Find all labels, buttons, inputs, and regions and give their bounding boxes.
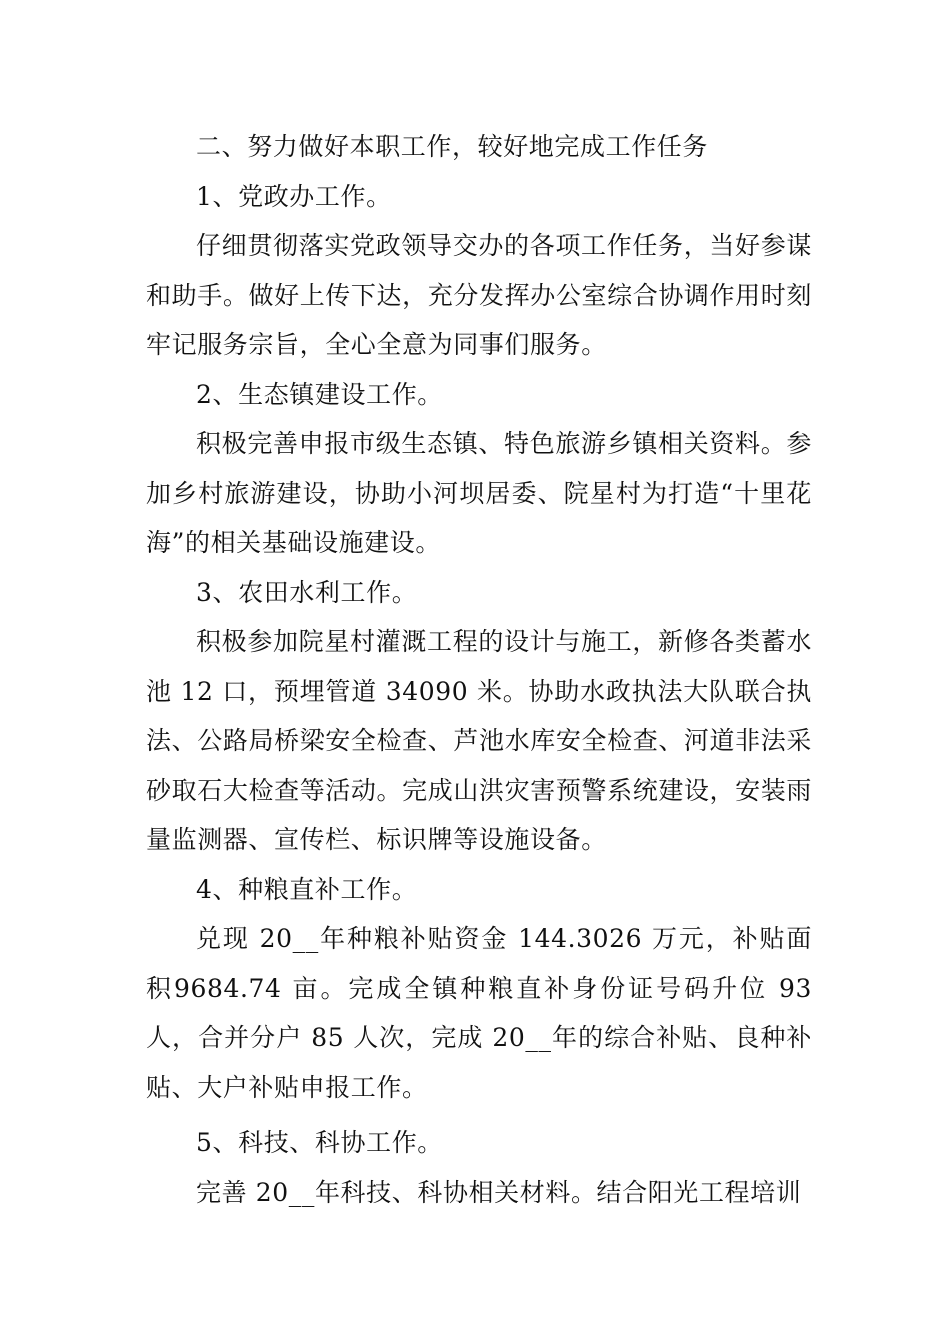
item-heading-party-office: 1、党政办工作。 (196, 181, 392, 211)
paragraph-party-office: 仔细贯彻落实党政领导交办的各项工作任务，当好参谋和助手。做好上传下达，充分发挥办公室综合协调作用时刻牢记服务宗旨，全心全意为同事们服务。 (146, 231, 812, 359)
paragraph-water-conservancy: 积极参加院星村灌溉工程的设计与施工，新修各类蓄水池 12 口，预埋管道 34090 米。协助水政执法大队联合执法、公路局桥梁安全检查、芦池水库安全检查、河道非法采砂取石大检查等活动。完成山洪灾害预警系统建设，安装雨量监测器、宣传栏、标识牌等设施设备。 (146, 627, 812, 854)
item-heading-water-conservancy: 3、农田水利工作。 (196, 577, 418, 607)
paragraph-grain-subsidy: 兑现 20__年种粮补贴资金 144.3026 万元，补贴面积9684.74 亩。完成全镇种粮直补身份证号码升位 93 人，合并分户 85 人次，完成 20__年的综合补贴、良种补贴、大户补贴申报工作。 (146, 924, 812, 1102)
document-body (146, 122, 812, 1217)
item-heading-grain-subsidy: 4、种粮直补工作。 (196, 874, 418, 904)
paragraph-eco-town: 积极完善申报市级生态镇、特色旅游乡镇相关资料。参加乡村旅游建设，协助小河坝居委、院星村为打造“十里花海”的相关基础设施建设。 (146, 429, 812, 557)
item-heading-eco-town: 2、生态镇建设工作。 (196, 379, 443, 409)
section-heading: 二、努力做好本职工作，较好地完成工作任务 (196, 132, 709, 161)
paragraph-science-tech: 完善 20__年科技、科协相关材料。结合阳光工程培训 (196, 1177, 802, 1207)
item-heading-science-tech: 5、科技、科协工作。 (196, 1128, 443, 1157)
